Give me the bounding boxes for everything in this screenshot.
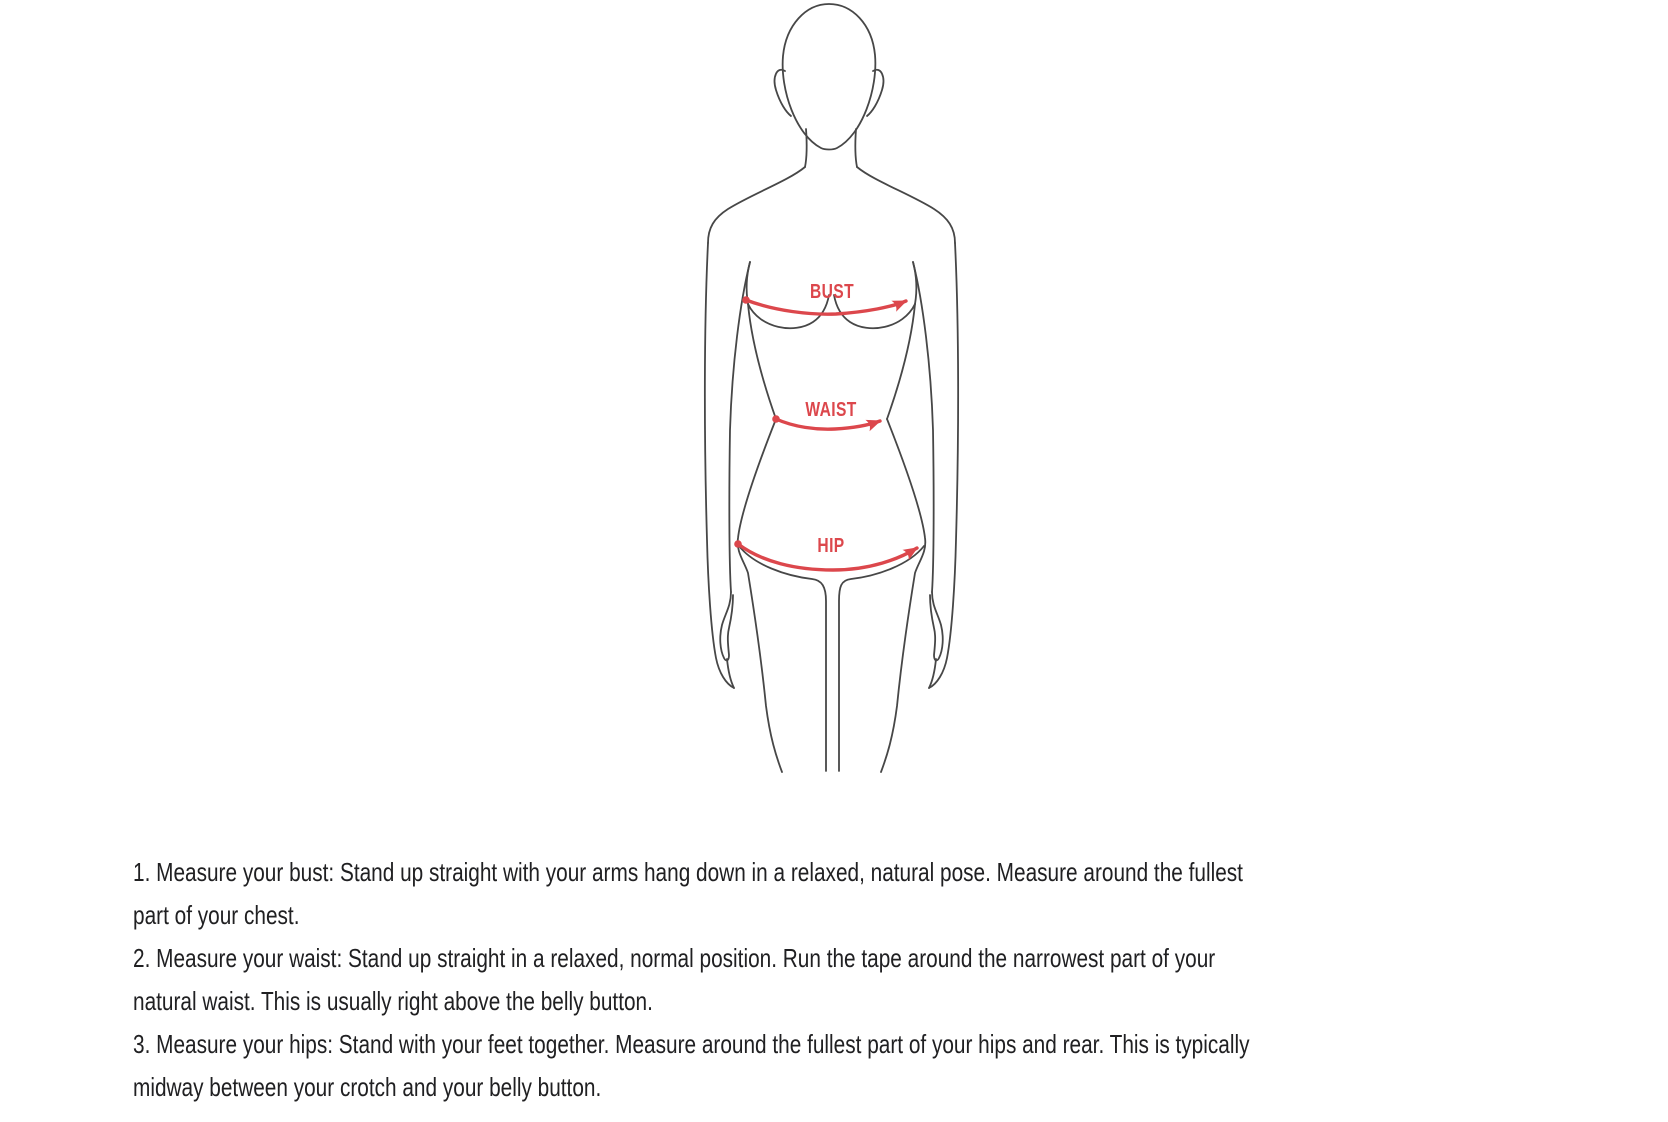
- bust-label: BUST: [809, 281, 855, 303]
- measurement-instructions: [133, 851, 1529, 1109]
- shoulder-right: [857, 167, 955, 243]
- instruction-line: 1. Measure your bust: Stand up straight with your arms hang down in a relaxed, natural pose. Measure around the fullest: [133, 857, 1243, 887]
- thumb-left: [720, 592, 733, 660]
- hip-leg-outer-left: [738, 419, 782, 772]
- body-outline: [705, 4, 958, 772]
- waist-line-dot: [772, 415, 780, 423]
- measurement-line-dots: [734, 296, 780, 548]
- thumb-right: [930, 592, 943, 660]
- head-outline: [783, 4, 876, 150]
- instruction-line: natural waist. This is usually right above the belly button.: [133, 986, 653, 1016]
- instruction-waist: [133, 937, 1529, 1023]
- arm-inner-right: [913, 262, 934, 592]
- shoulder-left: [708, 167, 805, 243]
- crotch-inner-left: [739, 546, 826, 771]
- waist-label: WAIST: [805, 399, 857, 421]
- hip-leg-outer-right: [881, 419, 925, 772]
- hip-line-dot: [734, 540, 742, 548]
- instruction-bust: [133, 851, 1529, 937]
- bust-line-dot: [742, 296, 750, 304]
- hip-label: HIP: [817, 535, 845, 557]
- instruction-line: midway between your crotch and your belly button.: [133, 1072, 602, 1102]
- instruction-line: 2. Measure your waist: Stand up straight in a relaxed, normal position. Run the tape around the narrowest part of your: [133, 943, 1216, 973]
- crotch-inner-right: [839, 546, 924, 771]
- instruction-hips: [133, 1023, 1529, 1109]
- neck-right: [855, 129, 857, 167]
- instruction-line: 3. Measure your hips: Stand with your feet together. Measure around the fullest part of your hips and rear. This is typically: [133, 1029, 1250, 1059]
- measurement-lines: [738, 300, 917, 570]
- instruction-line: part of your chest.: [133, 900, 300, 930]
- chest-side-right: [913, 262, 916, 304]
